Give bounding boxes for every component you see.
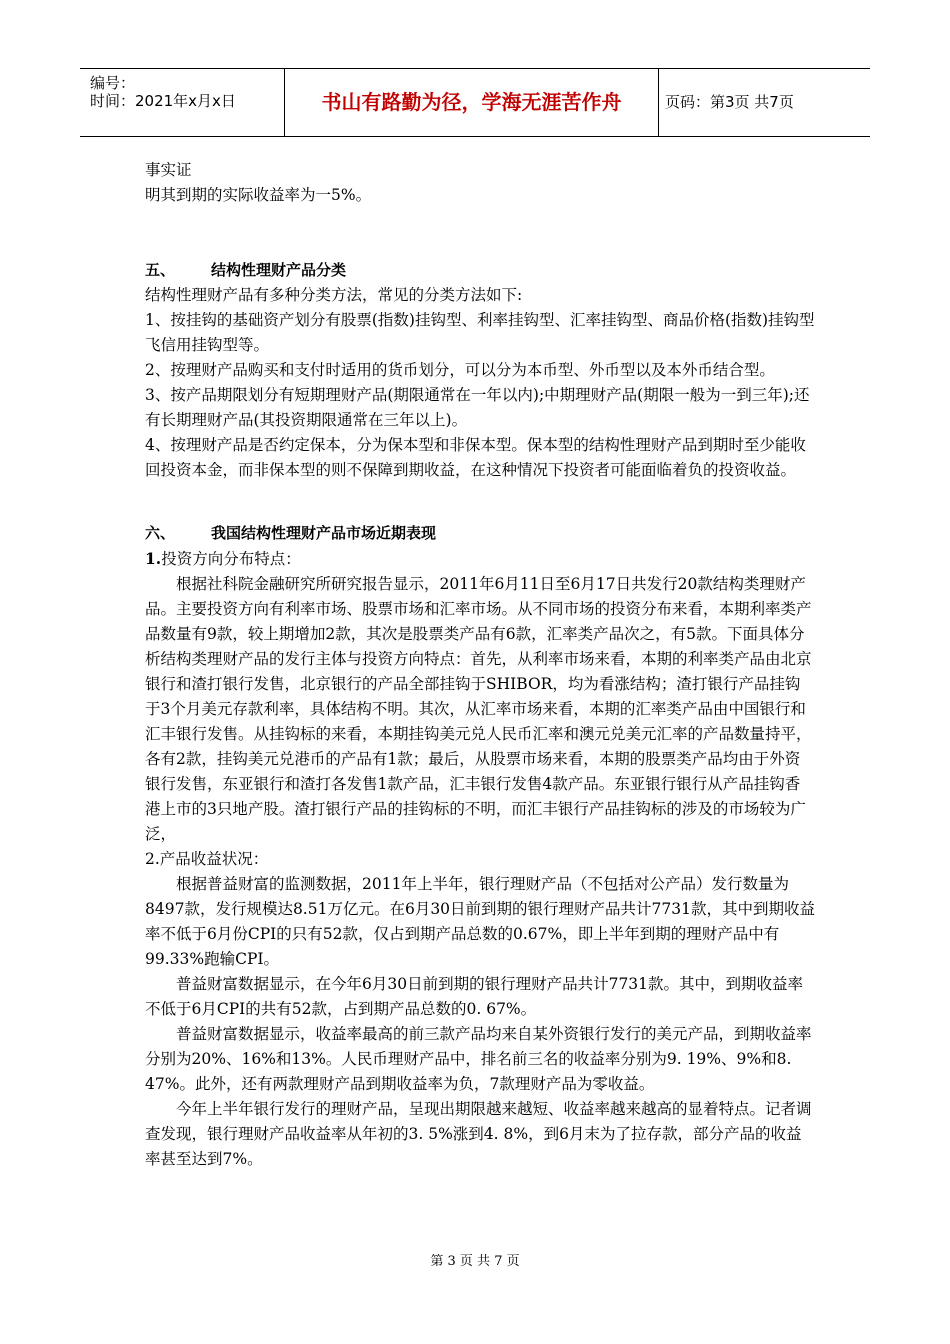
section-5-paragraph: 1、按挂钩的基础资产划分有股票(指数)挂钩型、利率挂钩型、汇率挂钩型、商品价格(指数)挂钩型飞信用挂钩型等。 [145,311,815,354]
section-5-paragraph: 结构性理财产品有多种分类方法，常见的分类方法如下: [145,286,523,304]
intro-line-1: 事实证 [145,161,192,179]
section-6-title: 我国结构性理财产品市场近期表现 [211,524,437,542]
paragraph-top-yields: 普益财富数据显示，收益率最高的前三款产品均来自某外资银行发行的美元产品，到期收益率分别为20%、16%和13%。人民币理财产品中，排名前三名的收益率分别为9. 19%、9%和8. 47%。此外，还有两款理财产品到期收益率为负，7款理财产品为零收益。 [145,1025,812,1093]
subsection-1-title: 投资方向分布特点： [161,550,301,568]
number-label: 编号： [90,74,136,92]
subsection-1-number: 1. [145,549,162,568]
header-page-info: 页码：第3页 共7页 [665,93,794,111]
document-header [80,68,870,137]
section-5-paragraph: 3、按产品期限划分有短期理财产品(期限通常在一年以内);中期理财产品(期限一般为一到三年);还有长期理财产品(其投资期限通常在三年以上)。 [145,386,810,429]
page-footer: 第 3 页 共 7 页 [430,1254,520,1269]
subsection-1-heading [145,546,815,572]
paragraph-investment-direction: 根据社科院金融研究所研究报告显示，2011年6月11日至6月17日共发行20款结构类理财产品。主要投资方向有利率市场、股票市场和汇率市场。从不同市场的投资分布来看，本期利率类产品数量有9款，较上期增加2款，其次是股票类产品有6款，汇率类产品次之，有5款。下面具体分析结构类理财产品的发行主体与投资方向特点：首先，从利率市场来看，本期的利率类产品由北京银行和渣打银行发售，北京银行的产品全部挂钩于SHIBOR，均为看涨结构；渣打银行产品挂钩于3个月美元存款利率，具体结构不明。其次，从汇率市场来看，本期的汇率类产品由中国银行和汇丰银行发售。从挂钩标的来看，本期挂钩美元兑人民币汇率和澳元兑美元汇率的产品数量持平，各有2款，挂钩美元兑港币的产品有1款；最后，从股票市场来看，本期的股票类产品均由于外资银行发售，东亚银行和渣打各发售1款产品，汇丰银行发售4款产品。东亚银行银行从产品挂钩香港上市的3只地产股。渣打银行产品的挂钩标的不明，而汇丰银行产品挂钩标的涉及的市场较为广泛， [145,575,812,843]
date-line: 时间：2021年x月x日 [90,92,236,110]
section-5-paragraph: 2、按理财产品购买和支付时适用的货币划分，可以分为本币型、外币型以及本外币结合型。 [145,361,775,379]
document-body [145,158,815,1172]
section-6-heading [145,521,815,546]
header-info-cell [80,69,285,136]
subsection-2-heading: 2.产品收益状况： [145,850,269,868]
header-motto: 书山有路勤为径，学海无涯苦作舟 [285,69,659,136]
paragraph-yield-data: 根据普益财富的监测数据，2011年上半年，银行理财产品（不包括对公产品）发行数量为8497款，发行规模达8.51万亿元。在6月30日前到期的银行理财产品共计7731款，其中到期收益率不低于6月份CPI的只有52款，仅占到期产品总数的0.67%，即上半年到期的理财产品中有99.33%跑输CPI。 [145,875,815,968]
section-5-paragraph: 4、按理财产品是否约定保本，分为保本型和非保本型。保本型的结构性理财产品到期时至少能收回投资本金，而非保本型的则不保障到期收益，在这种情况下投资者可能面临着负的投资收益。 [145,436,806,479]
intro-line-2: 明其到期的实际收益率为一5%。 [145,186,372,204]
section-5-heading [145,258,815,283]
section-5-title: 结构性理财产品分类 [211,261,347,279]
section-5-number: 五、 [145,261,176,279]
paragraph-yield-trend: 今年上半年银行发行的理财产品，呈现出期限越来越短、收益率越来越高的显着特点。记者调查发现，银行理财产品收益率从年初的3. 5%涨到4. 8%，到6月末为了拉存款，部分产品的收益率甚至达到7%。 [145,1100,812,1168]
paragraph-yield-cpi: 普益财富数据显示，在今年6月30日前到期的银行理财产品共计7731款。其中，到期收益率不低于6月CPI的共有52款，占到期产品总数的0. 67%。 [145,975,804,1018]
section-6-number: 六、 [145,524,176,542]
